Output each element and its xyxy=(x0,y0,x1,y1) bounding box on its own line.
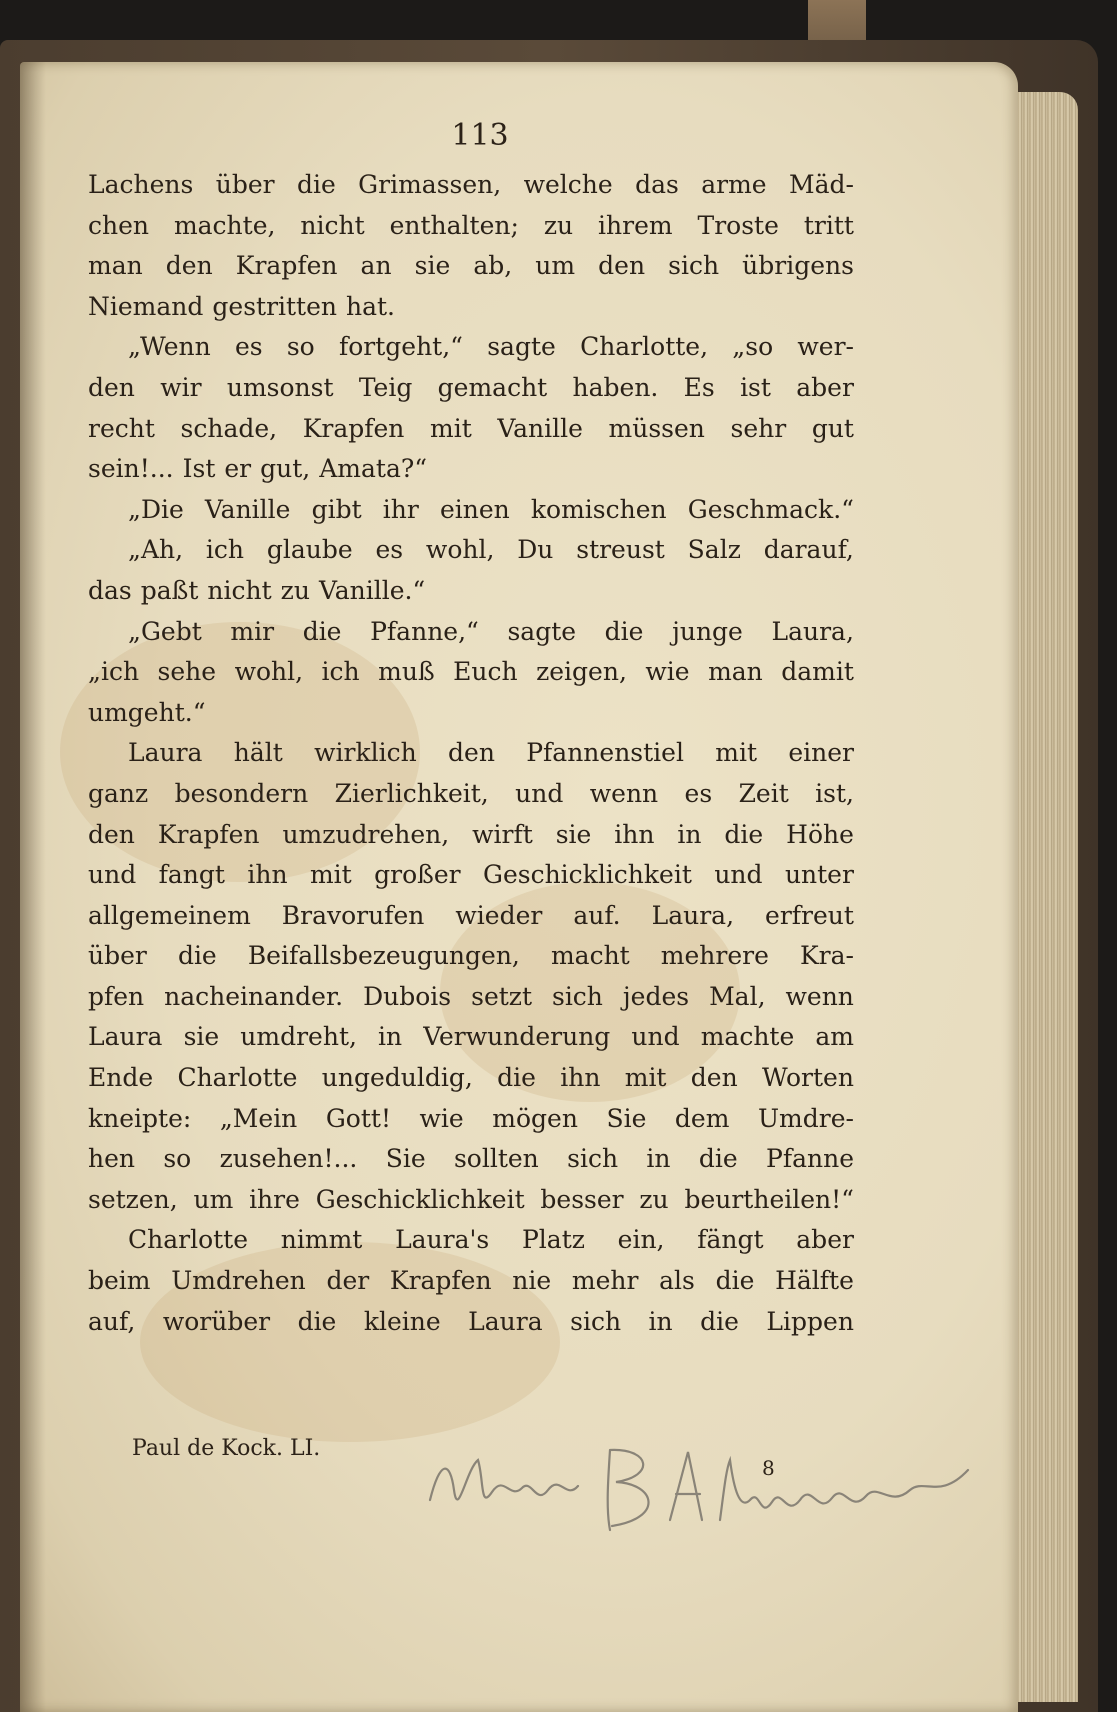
word: aber xyxy=(796,372,854,402)
word: zu xyxy=(639,1184,669,1214)
word: zeigen, xyxy=(536,657,627,687)
word: Zeit xyxy=(738,778,789,808)
word: Umdre- xyxy=(757,1103,854,1133)
word: in xyxy=(646,1144,671,1174)
word: wohl, xyxy=(425,535,495,565)
word: man xyxy=(88,251,143,281)
word: Pfanne xyxy=(766,1144,854,1174)
text-line xyxy=(88,535,854,576)
word: hen xyxy=(88,1144,135,1174)
text-line xyxy=(88,779,854,820)
word: hält xyxy=(233,738,283,768)
text-line xyxy=(88,1063,854,1104)
word: so xyxy=(163,1144,192,1174)
word: Platz xyxy=(521,1225,585,1255)
word: es xyxy=(234,332,263,362)
spine-shadow xyxy=(20,62,46,1712)
word: als xyxy=(659,1266,695,1296)
word: Amata?“ xyxy=(319,454,428,484)
word: mehrere xyxy=(660,941,769,971)
word: ihrem xyxy=(598,210,673,240)
word: sie xyxy=(555,819,592,849)
word: chen xyxy=(88,210,149,240)
text-line xyxy=(88,292,854,333)
word: das xyxy=(88,575,132,605)
word: umdreht, xyxy=(240,1022,357,1052)
word: Worten xyxy=(761,1063,854,1093)
text-line xyxy=(88,901,854,942)
word: Lachens xyxy=(88,170,194,199)
word: um xyxy=(193,1184,234,1214)
text-line xyxy=(88,170,854,211)
word: und xyxy=(515,778,564,808)
word: gemacht xyxy=(437,372,548,402)
word: besser xyxy=(540,1184,624,1214)
word: haben. xyxy=(572,372,659,402)
word: Laura, xyxy=(771,616,854,646)
word: Pfanne,“ xyxy=(370,616,479,646)
word: „Ah, xyxy=(128,535,184,565)
word: Vanille xyxy=(204,494,291,524)
word: über xyxy=(215,170,275,199)
word: großer xyxy=(374,860,461,890)
word: machte xyxy=(700,1022,795,1052)
word: macht xyxy=(550,941,630,971)
word: Gott! xyxy=(325,1103,391,1133)
text-line xyxy=(88,860,854,901)
word: machte, xyxy=(173,210,276,240)
word: mögen xyxy=(492,1103,578,1133)
word: wenn xyxy=(785,981,854,1011)
word: sich xyxy=(668,251,720,281)
word: mit xyxy=(624,1063,667,1093)
handwritten-signature xyxy=(420,1430,980,1540)
word: sehr xyxy=(730,413,787,443)
word: ihr xyxy=(382,494,419,524)
text-body xyxy=(88,170,854,1347)
word: sagte xyxy=(507,616,577,646)
word: sie xyxy=(414,251,451,281)
word: Teig xyxy=(358,372,413,402)
word: in xyxy=(648,1306,673,1336)
word: „Die xyxy=(128,494,184,524)
word: Du xyxy=(517,535,554,565)
word: Hälfte xyxy=(775,1266,854,1296)
word: zusehen!... xyxy=(219,1144,358,1174)
word: Geschicklichkeit xyxy=(482,860,692,890)
word: ganz xyxy=(88,778,149,808)
word: die xyxy=(698,1144,738,1174)
word: müssen xyxy=(608,413,705,443)
word: umsonst xyxy=(226,372,334,402)
word: „ich xyxy=(88,657,140,687)
word: sie xyxy=(183,1022,220,1052)
text-line xyxy=(88,1266,854,1307)
word: tritt xyxy=(803,210,854,240)
word: man xyxy=(708,657,763,687)
word: glaube xyxy=(266,535,353,565)
word: Laura's xyxy=(395,1225,490,1255)
text-line xyxy=(88,941,854,982)
text-line xyxy=(88,738,854,779)
word: ungeduldig, xyxy=(321,1063,473,1093)
word: Beifallsbezeugungen, xyxy=(247,941,520,971)
word: den xyxy=(88,819,135,849)
word: Dubois xyxy=(363,981,452,1011)
word: ihn xyxy=(614,819,655,849)
word: jedes xyxy=(622,981,690,1011)
word: mit xyxy=(309,860,352,890)
word: gestritten xyxy=(212,291,337,321)
word: wirklich xyxy=(314,738,417,768)
word: nicht xyxy=(207,575,272,605)
word: die xyxy=(715,1266,755,1296)
text-line xyxy=(88,1225,854,1266)
word: nacheinander. xyxy=(164,981,344,1011)
word: wir xyxy=(160,372,202,402)
word: wenn xyxy=(589,778,659,808)
word: einen xyxy=(439,494,510,524)
word: die xyxy=(177,941,217,971)
word: unter xyxy=(784,860,854,890)
word: sollten xyxy=(453,1144,539,1174)
signature-mark: 8 xyxy=(762,1456,775,1480)
word: den xyxy=(88,372,135,402)
word: einer xyxy=(788,738,854,768)
word: so xyxy=(286,332,315,362)
word: ist, xyxy=(815,778,854,808)
word: sein!... xyxy=(88,454,174,484)
word: Es xyxy=(683,372,715,402)
word: die xyxy=(297,1306,337,1336)
word: Salz xyxy=(687,535,741,565)
word: nie xyxy=(512,1266,552,1296)
text-line xyxy=(88,332,854,373)
word: aber xyxy=(796,1225,854,1255)
word: auf. xyxy=(573,900,621,930)
word: dem xyxy=(674,1103,730,1133)
word: ich xyxy=(205,535,244,565)
word: junge xyxy=(672,616,743,646)
word: die xyxy=(724,819,764,849)
word: Höhe xyxy=(786,819,854,849)
page-number: 113 xyxy=(451,118,509,153)
word: umgeht.“ xyxy=(88,697,206,727)
word: fängt xyxy=(697,1225,764,1255)
word: den xyxy=(165,251,213,281)
word: Krapfen xyxy=(389,1266,492,1296)
word: kleine xyxy=(363,1306,441,1336)
word: allgemeinem xyxy=(88,900,251,930)
word: Charlotte, xyxy=(580,332,709,362)
word: fortgeht,“ xyxy=(338,332,463,362)
word: Laura xyxy=(128,738,203,768)
text-line xyxy=(88,495,854,536)
word: beim xyxy=(88,1266,151,1296)
word: Krapfen xyxy=(157,819,260,849)
word: auf, xyxy=(88,1306,136,1336)
word: sagte xyxy=(487,332,556,362)
word: in xyxy=(677,819,702,849)
word: und xyxy=(631,1022,680,1052)
word: Geschicklichkeit xyxy=(315,1184,525,1214)
word: enthalten; xyxy=(389,210,519,240)
word: den xyxy=(690,1063,738,1093)
word: wohl, xyxy=(234,657,304,687)
word: komischen xyxy=(530,494,667,524)
word: zu xyxy=(543,210,574,240)
word: wer- xyxy=(797,332,854,362)
word: wie xyxy=(419,1103,464,1133)
word: setzen, xyxy=(88,1184,178,1214)
word: Mäd- xyxy=(788,170,854,199)
word: den xyxy=(448,738,495,768)
word: ist xyxy=(740,372,771,402)
word: über xyxy=(88,941,147,971)
word: Sie xyxy=(606,1103,647,1133)
word: Ist xyxy=(182,454,216,484)
text-line xyxy=(88,1022,854,1063)
word: mit xyxy=(430,413,472,443)
word: ihn xyxy=(560,1063,601,1093)
word: welche xyxy=(523,170,613,199)
word: der xyxy=(326,1266,370,1296)
word: ein, xyxy=(617,1225,665,1255)
word: recht xyxy=(88,413,155,443)
word: sich xyxy=(567,1144,619,1174)
word: mehr xyxy=(571,1266,639,1296)
text-line xyxy=(88,617,854,658)
word: darauf, xyxy=(763,535,854,565)
text-line xyxy=(88,373,854,414)
word: Euch xyxy=(453,657,518,687)
word: mir xyxy=(230,616,275,646)
word: in xyxy=(378,1022,403,1052)
word: nimmt xyxy=(280,1225,363,1255)
word: mit xyxy=(715,738,758,768)
word: Bravorufen xyxy=(281,900,425,930)
word: es xyxy=(684,778,713,808)
word: Sie xyxy=(385,1144,426,1174)
text-line xyxy=(88,1144,854,1185)
word: pfen xyxy=(88,981,145,1011)
word: Kra- xyxy=(799,941,854,971)
word: worüber xyxy=(162,1306,271,1336)
word: das xyxy=(635,170,679,199)
word: sich xyxy=(551,981,603,1011)
word: schade, xyxy=(180,413,278,443)
word: muß xyxy=(378,657,435,687)
word: Krapfen xyxy=(302,413,405,443)
word: Ende xyxy=(88,1063,154,1093)
word: und xyxy=(88,860,137,890)
word: „Wenn xyxy=(128,332,211,362)
text-line xyxy=(88,982,854,1023)
word: Vanille xyxy=(497,413,583,443)
word: hat. xyxy=(346,291,395,321)
word: Pfannenstiel xyxy=(526,738,684,768)
word: Mal, xyxy=(709,981,766,1011)
word: die xyxy=(302,616,342,646)
word: „Gebt xyxy=(128,616,202,646)
text-line xyxy=(88,251,854,292)
text-line xyxy=(88,211,854,252)
word: die xyxy=(700,1306,739,1336)
word: streust xyxy=(576,535,665,565)
word: „Mein xyxy=(219,1103,298,1133)
word: ich xyxy=(321,657,360,687)
word: Zierlichkeit, xyxy=(334,778,489,808)
word: er xyxy=(224,454,252,484)
word: Laura xyxy=(468,1306,543,1336)
word: ihn xyxy=(247,860,288,890)
word: gibt xyxy=(311,494,362,524)
word: Laura xyxy=(88,1022,163,1052)
word: sehe xyxy=(157,657,217,687)
word: die xyxy=(497,1063,536,1093)
word: Charlotte xyxy=(177,1063,298,1093)
word: wieder xyxy=(455,900,543,930)
word: gut xyxy=(811,413,854,443)
word: arme xyxy=(701,170,767,199)
word: Troste xyxy=(697,210,779,240)
word: Grimassen, xyxy=(358,170,502,199)
text-line xyxy=(88,1185,854,1226)
text-line xyxy=(88,657,854,698)
word: Vanille.“ xyxy=(318,575,426,605)
word: Laura, xyxy=(651,900,735,930)
word: Niemand xyxy=(88,291,204,321)
word: kneipte: xyxy=(88,1103,192,1133)
word: besondern xyxy=(174,778,309,808)
text-line xyxy=(88,414,854,455)
word: ihre xyxy=(249,1184,300,1214)
word: setzt xyxy=(471,981,532,1011)
word: am xyxy=(815,1022,854,1052)
word: paßt xyxy=(140,575,199,605)
word: „so xyxy=(732,332,774,362)
word: erfreut xyxy=(765,900,854,930)
text-line xyxy=(88,1104,854,1145)
word: gut, xyxy=(260,454,311,484)
word: an xyxy=(360,251,392,281)
word: wirft xyxy=(472,819,533,849)
text-line xyxy=(88,454,854,495)
text-line xyxy=(88,1307,854,1348)
text-line xyxy=(88,820,854,861)
word: Krapfen xyxy=(235,251,338,281)
word: Lippen xyxy=(766,1306,854,1336)
word: die xyxy=(604,616,644,646)
word: die xyxy=(296,170,336,199)
word: damit xyxy=(781,657,854,687)
word: beurtheilen!“ xyxy=(684,1184,854,1214)
word: sich xyxy=(570,1306,622,1336)
word: und xyxy=(714,860,763,890)
word: den xyxy=(598,251,646,281)
word: wie xyxy=(645,657,690,687)
word: fangt xyxy=(158,860,225,890)
word: Verwunderung xyxy=(423,1022,611,1052)
word: um xyxy=(535,251,576,281)
word: nicht xyxy=(300,210,365,240)
word: umzudrehen, xyxy=(282,819,450,849)
word: ab, xyxy=(473,251,513,281)
text-line xyxy=(88,576,854,617)
text-line xyxy=(88,698,854,739)
word: es xyxy=(375,535,404,565)
word: übrigens xyxy=(742,251,854,281)
word: Umdrehen xyxy=(171,1266,306,1296)
word: Charlotte xyxy=(128,1225,249,1255)
footer-author-volume: Paul de Kock. LI. xyxy=(132,1436,321,1461)
word: zu xyxy=(280,575,310,605)
word: Geschmack.“ xyxy=(687,494,854,524)
